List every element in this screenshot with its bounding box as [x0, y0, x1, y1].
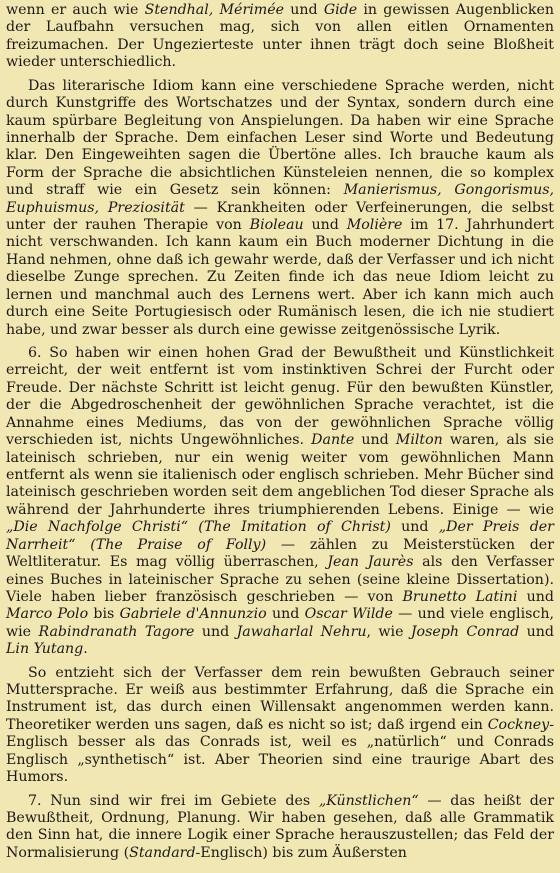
- paragraph-4: So entzieht sich der Verfasser dem rein bewußten Gebrauch seiner Muttersprache. Er weiß aus bestimmter Erfahrung, daß die Sprache ein Instrument ist, das durch einen Willensakt angenommen werden kann. Theoretiker werden uns sagen, daß es nicht so ist; daß irgend ein Cockney-Englisch besser als das Conrads ist, weil es „natürlich“ und Conrads Englisch „synthetisch“ ist. Aber Theorien sind eine traurige Abart des Humors.: [6, 664, 554, 786]
- paragraph-5-section-7: 7. Nun sind wir frei im Gebiete des „Künstlichen“ — das heißt der Bewußtheit, Ordnung, Planung. Wir haben gesehen, daß alle Grammatik den Sinn hat, die innere Logik einer Sprache herauszustellen; das Feld der Normalisierung (Standard-Englisch) bis zum Äußersten: [6, 792, 554, 861]
- paragraph-3-section-6: 6. So haben wir einen hohen Grad der Bewußtheit und Künstlichkeit erreicht, der weit entfernt ist vom instinktiven Schrei der Furcht oder Freude. Der nächste Schritt ist leicht genug. Für den bewußten Künstler, der die Abgedroschenheit der gewöhnlichen Sprache verachtet, ist die Annahme eines Mediums, das von der gewöhnlichen Sprache völlig verschieden ist, nichts Ungewöhnliches. Dante und Milton waren, als sie lateinisch schrieben, nur ein wenig weiter vom gewöhnlichen Mann entfernt als wenn sie italienisch oder englisch schrieben. Mehr Bücher sind lateinisch geschrieben worden seit dem angeblichen Tod dieser Sprache als während der Jahrhunderte ihres triumphierenden Lebens. Einige — wie „Die Nachfolge Christi“ (The Imitation of Christ) und „Der Preis der Narrheit“ (The Praise of Folly) — zählen zu Meisterstücken der Weltliteratur. Es mag völlig überraschen, Jean Jaurès als den Verfasser eines Buches in lateinischer Sprache zu sehen (seine kleine Dissertation). Viele haben lieber französisch geschrieben — von Brunetto Latini und Marco Polo bis Gabriele d'Annunzio und Oscar Wilde — und viele englisch, wie Rabindranath Tagore und Jawaharlal Nehru, wie Joseph Conrad und Lin Yutang.: [6, 345, 554, 658]
- paragraph-2: Das literarische Idiom kann eine verschiedene Sprache werden, nicht durch Kunstgriffe des Wortschatzes und der Syntax, sondern durch eine kaum spürbare Begleitung von Anspielungen. Da haben wir eine Sprache innerhalb der Sprache. Dem einfachen Leser sind Worte und Bedeutung klar. Den Eingeweihten sagen die Übertöne alles. Ich brauche kaum als Form der Sprache die absichtlichen Künsteleien nennen, die so komplex und straff wie ein Gesetz sein können: Manierismus, Gongorismus, Euphuismus, Preziosität — Krankheiten oder Verfeinerungen, die selbst unter der rauhen Therapie von Bioleau und Molière im 17. Jahrhundert nicht verschwanden. Ich kann kaum ein Buch moderner Dichtung in die Hand nehmen, ohne daß ich gewahr werde, daß der Verfasser und ich nicht dieselbe Zunge sprechen. Zu Zeiten finde ich das neue Idiom leicht zu lernen und manchmal auch des Lernens wert. Aber ich kann mich auch durch eine Seite Portugiesisch oder Rumänisch lesen, die ich nie studiert habe, und zwar besser als durch eine gewisse zeitgenössische Lyrik.: [6, 77, 554, 338]
- paragraph-1: wenn er auch wie Stendhal, Mérimée und Gide in gewissen Augenblicken der Laufbahn versuchen mag, sich von allen eitlen Ornamenten freizumachen. Der Ungezierteste unter ihnen trägt doch seine Bloßheit wieder unterschiedlich.: [6, 2, 554, 71]
